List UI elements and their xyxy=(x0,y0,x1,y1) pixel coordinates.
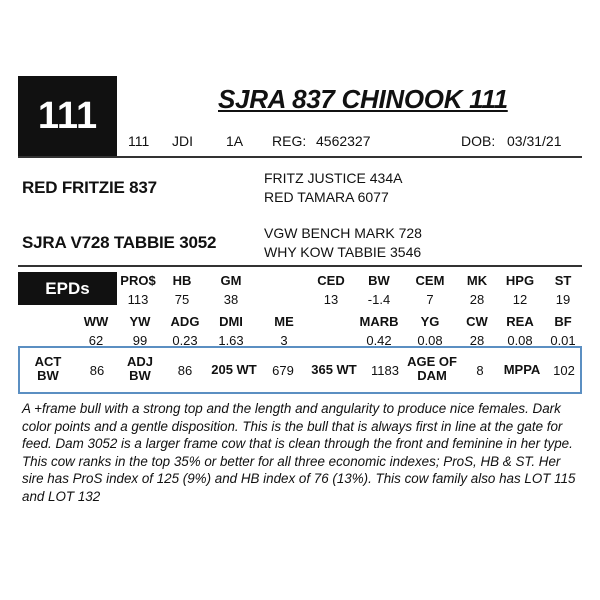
epd-header: HB xyxy=(172,273,192,288)
epd-value: 75 xyxy=(174,292,190,307)
adj-bw-label-line1: ADJ xyxy=(126,354,153,369)
animal-name-title: SJRA 837 CHINOOK 111 xyxy=(218,84,508,114)
wt205-label: 205 WT xyxy=(211,362,257,377)
wt365-value: 1183 xyxy=(371,363,399,378)
sire-sire-name: FRITZ JUSTICE 434A xyxy=(264,170,403,186)
dam-sire-name: VGW BENCH MARK 728 xyxy=(264,225,422,241)
epd-value: 0.42 xyxy=(366,333,392,348)
brand: JDI xyxy=(172,133,193,149)
epd-header: WW xyxy=(83,314,109,329)
reg-label: REG: xyxy=(272,133,307,149)
sire-dam-name: RED TAMARA 6077 xyxy=(264,189,389,205)
epd-header: YG xyxy=(420,314,440,329)
epd-header: MARB xyxy=(359,314,399,329)
epd-header: ADG xyxy=(170,314,200,329)
epd-header: GM xyxy=(220,273,242,288)
tag: 1A xyxy=(226,133,244,149)
lot-number: 111 xyxy=(37,94,98,137)
lot-number-badge xyxy=(18,76,117,156)
header-divider xyxy=(18,156,582,158)
age-of-dam-label-line2: DAM xyxy=(417,368,447,383)
adj-bw-label-line2: BW xyxy=(129,368,151,383)
epd-badge xyxy=(18,272,117,305)
epd-header: DMI xyxy=(219,314,243,329)
epd-header: PRO$ xyxy=(120,273,156,288)
age-of-dam-label-line1: AGE OF xyxy=(407,354,457,369)
epd-header: BF xyxy=(554,314,572,329)
dob-label: DOB: xyxy=(461,133,496,149)
epd-header: YW xyxy=(129,314,151,329)
epd-value: 113 xyxy=(127,292,149,307)
epd-header: HPG xyxy=(505,273,535,288)
epd-value: 0.01 xyxy=(550,333,576,348)
epd-value: 62 xyxy=(88,333,104,348)
epd-header: MK xyxy=(466,273,488,288)
epd-value: 7 xyxy=(426,292,434,307)
act-bw-label xyxy=(26,355,70,383)
act-bw-value: 86 xyxy=(89,363,105,378)
epd-value: 0.08 xyxy=(507,333,533,348)
epd-header: CED xyxy=(317,273,345,288)
wt205-value: 679 xyxy=(272,363,294,378)
epd-value: 19 xyxy=(555,292,571,307)
reg-number: 4562327 xyxy=(316,133,371,149)
epd-value: 3 xyxy=(280,333,288,348)
act-bw-label-line1: ACT xyxy=(34,354,62,369)
sire-name: RED FRITZIE 837 xyxy=(22,178,157,197)
epd-value: 1.63 xyxy=(218,333,244,348)
epd-header: ME xyxy=(274,314,294,329)
wt365-label: 365 WT xyxy=(311,362,357,377)
description-text: A +frame bull with a strong top and the length and angularity to produce nice females. Dark color points and a gentle disposition. This is the bull that is always first in line at the gate for feed. Dam 3052 is a larger frame cow that is clean through the front and feminine in her type. This cow ranks in the top 35% or better for all three economic indexes; ProS, HB & ST. Her sire has ProS index of 125 (9%) and HB index of 76 (13%). This cow family also has LOT 115 and LOT 132 xyxy=(22,401,576,504)
dam-name: SJRA V728 TABBIE 3052 xyxy=(22,233,217,252)
dam-dam-name: WHY KOW TABBIE 3546 xyxy=(264,244,422,260)
epd-value: 12 xyxy=(512,292,528,307)
epd-header: BW xyxy=(368,273,390,288)
epd-value: 99 xyxy=(132,333,148,348)
adj-bw-value: 86 xyxy=(177,363,193,378)
epd-label: EPDs xyxy=(45,278,90,298)
mppa-value: 102 xyxy=(553,363,575,378)
age-of-dam-value: 8 xyxy=(476,363,484,378)
epd-value: -1.4 xyxy=(367,292,391,307)
epd-value: 0.08 xyxy=(417,333,443,348)
epd-header: ST xyxy=(554,273,572,288)
adj-bw-label xyxy=(118,355,162,383)
tattoo: 111 xyxy=(128,133,150,149)
dob-value: 03/31/21 xyxy=(507,133,562,149)
age-of-dam-label xyxy=(404,355,460,383)
epd-value: 13 xyxy=(323,292,339,307)
epd-header: CEM xyxy=(415,273,445,288)
epd-header: REA xyxy=(506,314,534,329)
act-bw-label-line2: BW xyxy=(37,368,59,383)
mppa-label: MPPA xyxy=(503,362,541,377)
epd-value: 28 xyxy=(469,333,485,348)
pedigree-divider xyxy=(18,265,582,267)
epd-value: 38 xyxy=(223,292,239,307)
epd-header: CW xyxy=(466,314,488,329)
epd-value: 28 xyxy=(469,292,485,307)
epd-value: 0.23 xyxy=(172,333,198,348)
